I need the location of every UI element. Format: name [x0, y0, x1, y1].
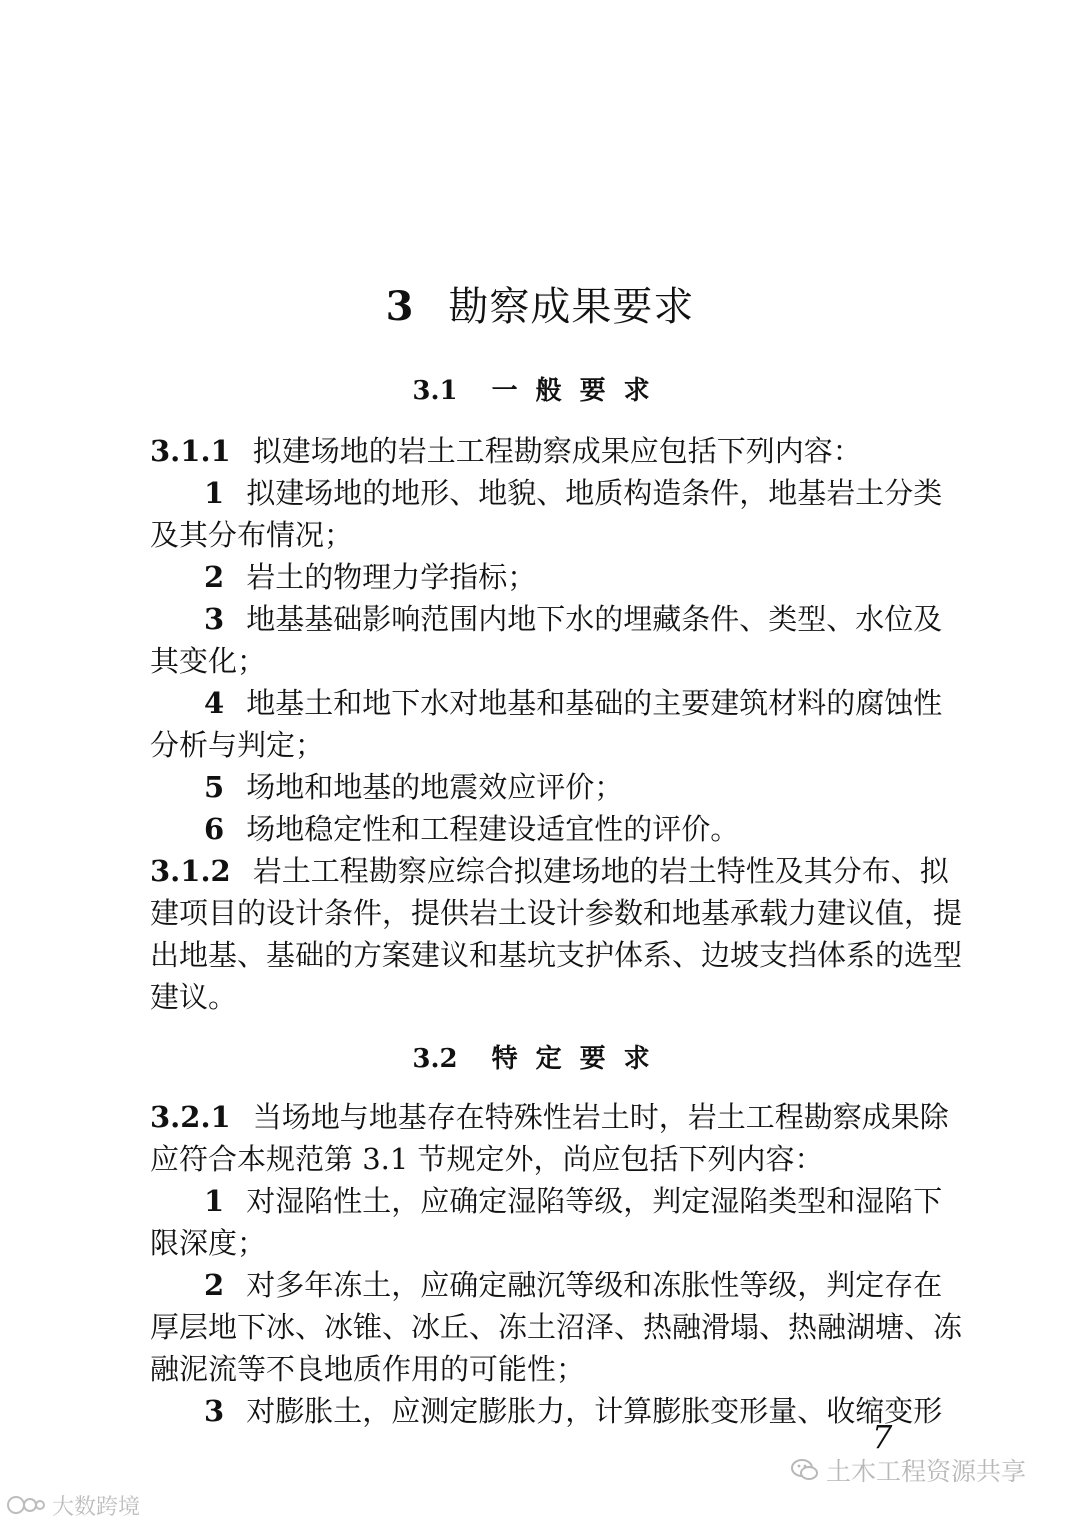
- list-item: 5 场地和地基的地震效应评价；: [204, 770, 624, 804]
- text-line: 及其分布情况；: [150, 518, 354, 552]
- text-line: 建议。: [150, 980, 238, 1014]
- text-line: 融泥流等不良地质作用的可能性；: [150, 1352, 586, 1386]
- page-number: 7: [872, 1418, 893, 1456]
- list-item: 3 对膨胀土，应测定膨胀力，计算膨胀变形量、收缩变形: [204, 1394, 943, 1428]
- text-line: 限深度；: [150, 1226, 267, 1260]
- text-line: 厚层地下冰、冰锥、冰丘、冻土沼泽、热融滑塌、热融湖塘、冻: [150, 1310, 963, 1344]
- wechat-icon: [790, 1457, 820, 1489]
- text-line: 其变化；: [150, 644, 267, 678]
- clause-3-1-1: 3.1.1 拟建场地的岩土工程勘察成果应包括下列内容：: [150, 434, 862, 468]
- section-heading-3-2: 3.2 特定要求: [412, 1044, 668, 1074]
- chapter-title: [0, 275, 1080, 332]
- clause-3-2-1: 3.2.1 当场地与地基存在特殊性岩土时，岩土工程勘察成果除: [150, 1100, 949, 1134]
- text-line: 出地基、基础的方案建议和基坑支护体系、边坡支挡体系的选型: [150, 938, 963, 972]
- list-item: 1 拟建场地的地形、地貌、地质构造条件，地基岩土分类: [204, 476, 943, 510]
- chapter-title-text: 勘察成果要求: [448, 284, 695, 330]
- list-item: 2 对多年冻土，应确定融沉等级和冻胀性等级，判定存在: [204, 1268, 943, 1302]
- list-item: 1 对湿陷性土，应确定湿陷等级，判定湿陷类型和湿陷下: [204, 1184, 943, 1218]
- clause-3-1-2: 3.1.2 岩土工程勘察应综合拟建场地的岩土特性及其分布、拟: [150, 854, 949, 888]
- watermark-left: 大数跨境: [6, 1490, 140, 1523]
- list-item: 3 地基基础影响范围内地下水的埋藏条件、类型、水位及: [204, 602, 943, 636]
- list-item: 4 地基土和地下水对地基和基础的主要建筑材料的腐蚀性: [204, 686, 943, 720]
- section-heading-3-1: 3.1 一般要求: [412, 376, 668, 406]
- watermark-right: 土木工程资源共享: [790, 1452, 1026, 1489]
- camera-logo-icon: [6, 1493, 46, 1523]
- text-line: 分析与判定；: [150, 728, 325, 762]
- list-item: 6 场地稳定性和工程建设适宜性的评价。: [204, 812, 740, 846]
- text-line: 应符合本规范第 3.1 节规定外，尚应包括下列内容：: [150, 1142, 824, 1176]
- chapter-number: 3: [385, 283, 415, 330]
- list-item: 2 岩土的物理力学指标；: [204, 560, 537, 594]
- text-line: 建项目的设计条件，提供岩土设计参数和地基承载力建议值，提: [150, 896, 963, 930]
